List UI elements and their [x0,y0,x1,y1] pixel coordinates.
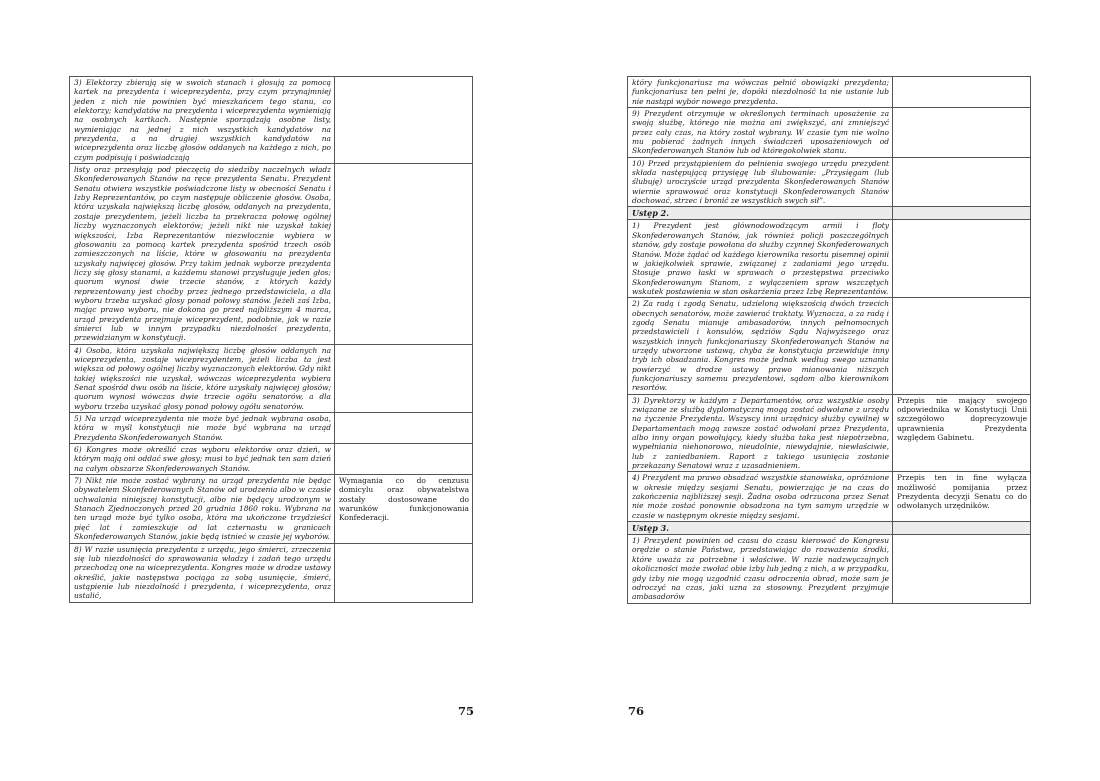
article-row [628,472,1031,522]
article-row [628,108,1031,158]
article-row [70,344,473,412]
article-row [628,298,1031,394]
left-page [69,76,473,603]
right-page [627,76,1031,604]
article-row [70,543,473,602]
article-text: 5) Na urząd wiceprezydenta nie może być jednak wybrana osoba, która w myśl konstytucji nie może być wybrana na urząd Prezydenta Skonfederowanych Stanów. [70,413,335,444]
article-comment [893,157,1031,207]
right-article-table [627,76,1031,604]
article-comment [335,164,473,345]
article-comment [893,298,1031,394]
article-text: listy oraz przesyłają pod pieczęcią do siedziby naczelnych władz Skonfederowanych Stanów na ręce prezydenta Senatu. Prezydent Senatu otwiera wszystkie poświadczone listy w obecności Senatu i Izby Reprezentantów, po czym następuje obliczenie głosów. Osoba, która uzyskała największą liczbę głosów, oddanych na prezydenta, zostaje prezydentem, jeżeli liczba ta przekracza połowę ogólnej liczby wyznaczonych elektorów; jeżeli nikt nie uzyskał takiej większości, Izba Reprezentantów niezwłocznie wybiera w głosowaniu za pomocą kartek prezydenta spośród trzech osób zamieszczonych na liście, które w głosowaniu na prezydenta uzyskały najwięcej głosów. Przy takim jednak wyborze prezydenta liczy się głosy stanami, a każdemu stanowi przysługuje jeden głos; quorum wynosi dwie trzecie stanów, z których każdy reprezentowany jest choćby przez jednego przedstawiciela, a dla wyboru trzeba uzyskać głosy ponad połowy stanów. Jeżeli zaś Izba, mając prawo wyboru, nie dokona go przed najbliższym 4 marca, urząd prezydenta przejmuje wiceprezydent, podobnie, jak w razie śmierci lub w innym przypadku niezdolności prezydenta, przewidzianym w konstytucji. [70,164,335,345]
article-comment: Przepis nie mający swojego odpowiednika w Konstytucji Unii szczegółowo doprecyzowuje uprawnienia Prezydenta względem Gabinetu. [893,394,1031,472]
article-comment [335,444,473,475]
left-article-table [69,76,473,603]
article-comment [335,543,473,602]
article-comment [335,77,473,164]
section-header: Ustęp 3. [628,522,893,535]
article-text: 2) Za radą i zgodą Senatu, udzieloną większością dwóch trzecich obecnych senatorów, może zawierać traktaty. Wyznacza, a za radą i zgodą Senatu mianuje ambasadorów, innych pełnomocnych przedstawicieli i konsulów, sędziów Sądu Najwyższego oraz wszystkich innych funkcjonariuszy Skonfederowanych Stanów na urzędy utworzone ustawą, chyba że konstytucja przewiduje inny tryb ich obsadzania. Kongres może jednak według swego uznania powierzyć w drodze ustawy prawo mianowania niższych funkcjonariuszy samemu prezydentowi, sądom albo kierownikom resortów. [628,298,893,394]
section-header: Ustęp 2. [628,207,893,220]
article-comment [893,108,1031,158]
article-row [628,157,1031,207]
article-text: 4) Osoba, która uzyskała największą liczbę głosów oddanych na wiceprezydenta, zostaje wiceprezydentem, jeżeli liczba ta jest większa od połowy ogólnej liczby wyznaczonych elektorów. Gdy nikt takiej większości nie uzyskał, wówczas wiceprezydenta wybiera Senat spośród dwu osób na liście, które uzyskały najwięcej głosów; quorum wynosi wówczas dwie trzecie ogółu senatorów, a dla wyboru trzeba uzyskać głosy ponad połowy ogółu senatorów. [70,344,335,412]
section-header-row [628,522,1031,535]
article-row [628,77,1031,108]
article-text: 3) Elektorzy zbierają się w swoich stanach i głosują za pomocą kartek na prezydenta i wiceprezydenta, przy czym przynajmniej jeden z nich nie powinien być mieszkańcem tego stanu, co elektorzy; kandydatów na prezydenta i wiceprezydenta wymieniają na osobnych kartkach. Następnie sporządzają osobne listy, wymieniając na jednej z nich wszystkich kandydatów na prezydenta, a na drugiej wszystkich kandydatów na wiceprezydenta oraz liczbę głosów oddanych na każdego z nich, po czym podpisują i poświadczają [70,77,335,164]
article-comment [335,413,473,444]
article-row [628,394,1031,472]
article-comment [335,344,473,412]
left-page-number: 75 [458,704,475,718]
article-comment [893,77,1031,108]
article-comment [893,220,1031,298]
section-header-blank [893,522,1031,535]
article-text: 10) Przed przystąpieniem do pełnienia swojego urzędu prezydent składa następującą przysięgę lub ślubowanie: „Przysięgam (lub ślubuję) uroczyście urząd prezydenta Skonfederowanych Stanów wiernie sprawować oraz konstytucji Skonfederowanych Stanów dochować, strzec i bronić ze wszystkich swych sił”. [628,157,893,207]
article-text: 7) Nikt nie może zostać wybrany na urząd prezydenta nie będąc obywatelem Skonfederowanych Stanów od urodzenia albo w czasie uchwalania niniejszej konstytucji, albo nie będący urodzonym w Stanach Zjednoczonych przed 20 grudnia 1860 roku. Wybrana na ten urząd może być tylko osoba, która ma ukończone trzydzieści pięć lat i zamieszkuje od lat czternastu w granicach Skonfederowanych Stanów, jakie będą istnieć w czasie jej wyborów. [70,475,335,543]
article-comment: Wymagania co do cenzusu domicylu oraz obywatelstwa zostały dostosowane do warunków funkcjonowania Konfederacji. [335,475,473,543]
article-text: który funkcjonariusz ma wówczas pełnić obowiązki prezydenta; funkcjonariusz ten pełni je, dopóki niezdolność ta nie ustanie lub nie nastąpi wybór nowego prezydenta. [628,77,893,108]
article-row [70,475,473,543]
article-text: 6) Kongres może określić czas wyboru elektorów oraz dzień, w którym mają oni oddać swe głosy; musi to być jednak ten sam dzień na całym obszarze Skonfederowanych Stanów. [70,444,335,475]
article-text: 1) Prezydent jest głównodowodzącym armii i floty Skonfederowanych Stanów, jak również policji poszczególnych stanów, gdy zostaje powołana do służby czynnej Skonfederowanych Stanów. Może żądać od każdego kierownika resortu pisemnej opinii w jakiejkolwiek sprawie, związanej z zadaniami jego urzędu. Stosuje prawo łaski w sprawach o przestępstwa przeciwko Skonfederowanym Stanom, z wyłączeniem spraw wszczętych wskutek postawienia w stan oskarżenia przez Izbę Reprezentantów. [628,220,893,298]
article-text: 3) Dyrektorzy w każdym z Departamentów, oraz wszystkie osoby związane ze służbą dyplomatyczną mogą zostać odwołane z urzędu na życzenie Prezydenta. Wszyscy inni urzędnicy służby cywilnej w Departamentach mogą zawsze zostać odwołani przez Prezydenta, albo inny organ powołujący, kiedy służba taka jest niepotrzebna, wypełniania niehonorowo, nieudolnie, niewydajnie, niewłaściwie, lub z zaniedbaniem. Raport z takiego usunięcia zostanie przekazany Senatowi wraz z uzasadnieniem. [628,394,893,472]
article-text: 8) W razie usunięcia prezydenta z urzędu, jego śmierci, zrzeczenia się lub niezdolności do sprawowania władzy i zadań tego urzędu przechodzą one na wiceprezydenta. Kongres może w drodze ustawy określić, jakie następstwa pociąga za sobą usunięcie, śmierć, ustąpienie lub niezdolność i prezydenta, i wiceprezydenta, oraz ustalić, [70,543,335,602]
article-row [70,77,473,164]
article-row [70,413,473,444]
article-row [70,444,473,475]
article-row [628,535,1031,603]
right-page-number: 76 [628,704,645,718]
article-text: 9) Prezydent otrzymuje w określonych terminach uposażenie za swoją służbę, którego nie można ani zwiększyć, ani zmniejszyć przez cały czas, na który został wybrany. W czasie tym nie wolno mu pobierać żadnych innych świadczeń uposażeniowych od Skonfederowanych Stanów lub od któregokolwiek stanu. [628,108,893,158]
section-header-blank [893,207,1031,220]
article-row [628,220,1031,298]
article-comment: Przepis ten in fine wyłącza możliwość pomijania przez Prezydenta decyzji Senatu co do odwołanych urzędników. [893,472,1031,522]
article-text: 1) Prezydent powinien od czasu do czasu kierować do Kongresu orędzie o stanie Państwa, przedstawiając do rozważenia środki, które uważa za potrzebne i właściwe. W razie nadzwyczajnych okoliczności może zwołać obie izby lub jedną z nich, a w przypadku, gdy izby nie mogą uzgodnić czasu odroczenia obrad, może sam je odroczyć na czas, jaki uzna za stosowny. Prezydent przyjmuje ambasadorów [628,535,893,603]
article-row [70,164,473,345]
section-header-row [628,207,1031,220]
article-comment [893,535,1031,603]
article-text: 4) Prezydent ma prawo obsadzać wszystkie stanowiska, opróżnione w okresie między sesjami Senatu, powierzając je na czas do zakończenia najbliższej sesji. Żadna osoba odrzucona przez Senat nie może zostać ponownie obsadzona na tym samym urzędzie w czasie w następnym okresie między sesjami. [628,472,893,522]
